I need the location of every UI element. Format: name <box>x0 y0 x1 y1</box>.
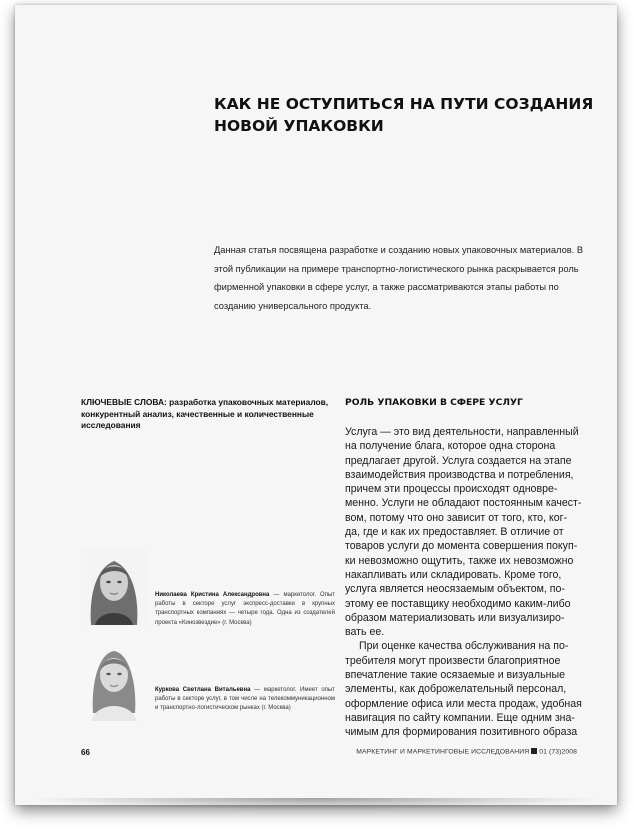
page-shadow <box>25 798 607 810</box>
text-line: При оценке качества обслуживания на по- <box>359 640 569 653</box>
article-title <box>214 93 594 137</box>
text-line: этому ее поставщику необходимо каким-либо <box>345 597 571 610</box>
section-heading: РОЛЬ УПАКОВКИ В СФЕРЕ УСЛУГ <box>345 397 523 408</box>
text-line: образом материализовать или визуализиро- <box>345 611 565 624</box>
text-line: услуга является неосязаемым объектом, по- <box>345 583 565 596</box>
keywords: КЛЮЧЕВЫЕ СЛОВА: разработка упаковочных материалов, конкурентный анализ, качественные и количественные исследования <box>81 397 329 430</box>
paragraph <box>345 425 605 639</box>
author-bio <box>155 591 335 628</box>
text-line: оформление офиса или места продаж, удобная <box>345 697 582 710</box>
author-bio <box>155 686 335 714</box>
text-line: навигация по сайту компании. Еще одним зна- <box>345 711 575 724</box>
text-line: вать ее. <box>345 626 385 639</box>
article-lead: Данная статья посвящена разработке и созданию новых упаковочных материалов. В этой публикации на примере транспортно-логистического рынка раскрывается роль фирменной упаковки в сфере услуг, а также рассматриваются этапы работы по созданию универсального продукта. <box>214 245 584 311</box>
title-line: КАК НЕ ОСТУПИТЬСЯ НА ПУТИ СОЗДАНИЯ <box>214 95 594 113</box>
text-line: ки невозможно ощутить, также их невозможно <box>345 554 574 567</box>
page-number: 66 <box>81 748 90 757</box>
text-line: менно. Услуги не обладают постоянным качест- <box>345 497 582 510</box>
text-line: взаимодействия производства и потребления, <box>345 468 574 481</box>
text-line: да, где и как их предоставляет. В отличие от <box>345 526 564 539</box>
magazine-page <box>15 5 617 805</box>
issue-number: 01 (73)2008 <box>539 748 577 756</box>
text-line: товаров услуги до момента совершения покуп- <box>345 540 578 553</box>
author-name: Николаева Кристина Александровна <box>155 592 270 598</box>
running-footer <box>356 748 577 756</box>
author-description: — маркетолог. Имеет опыт работы в секторе услуг, в том числе на телекоммуникационном и транспортно-логистическом рынках (г. Москва) <box>155 687 335 712</box>
square-bullet-icon <box>531 748 537 754</box>
text-line: на получение блага, которое одна сторона <box>345 440 556 453</box>
text-line: требителя могут произвести благоприятное <box>345 654 561 667</box>
author-photo <box>81 643 147 721</box>
author-description: — маркетолог. Опыт работы в секторе услуг экспресс-доставки в крупных транспортных компаниях — четыре года. Одна из создателей проекта «Кинозвездие» (г. Москва) <box>155 592 335 626</box>
body-text <box>345 425 605 740</box>
text-line: элементы, как доброжелательный персонал, <box>345 683 567 696</box>
journal-name: МАРКЕТИНГ И МАРКЕТИНГОВЫЕ ИССЛЕДОВАНИЯ <box>356 748 530 756</box>
author-name: Куркова Светлана Витальевна <box>155 687 251 693</box>
text-line: Услуга — это вид деятельности, направленный <box>345 426 579 438</box>
text-line: впечатление такие осязаемые и визуальные <box>345 669 565 682</box>
title-line: НОВОЙ УПАКОВКИ <box>214 117 384 135</box>
text-line: чимым для формирования позитивного образа <box>345 726 578 739</box>
paragraph <box>345 639 605 739</box>
text-line: вом, потому что оно зависит от того, кто, ког- <box>345 511 567 524</box>
text-line: предлагает другой. Услуга создается на этапе <box>345 454 572 467</box>
author-photo <box>81 547 147 625</box>
text-line: причем эти процессы происходят одновре- <box>345 483 558 496</box>
text-line: накапливать или складировать. Кроме того, <box>345 568 562 581</box>
